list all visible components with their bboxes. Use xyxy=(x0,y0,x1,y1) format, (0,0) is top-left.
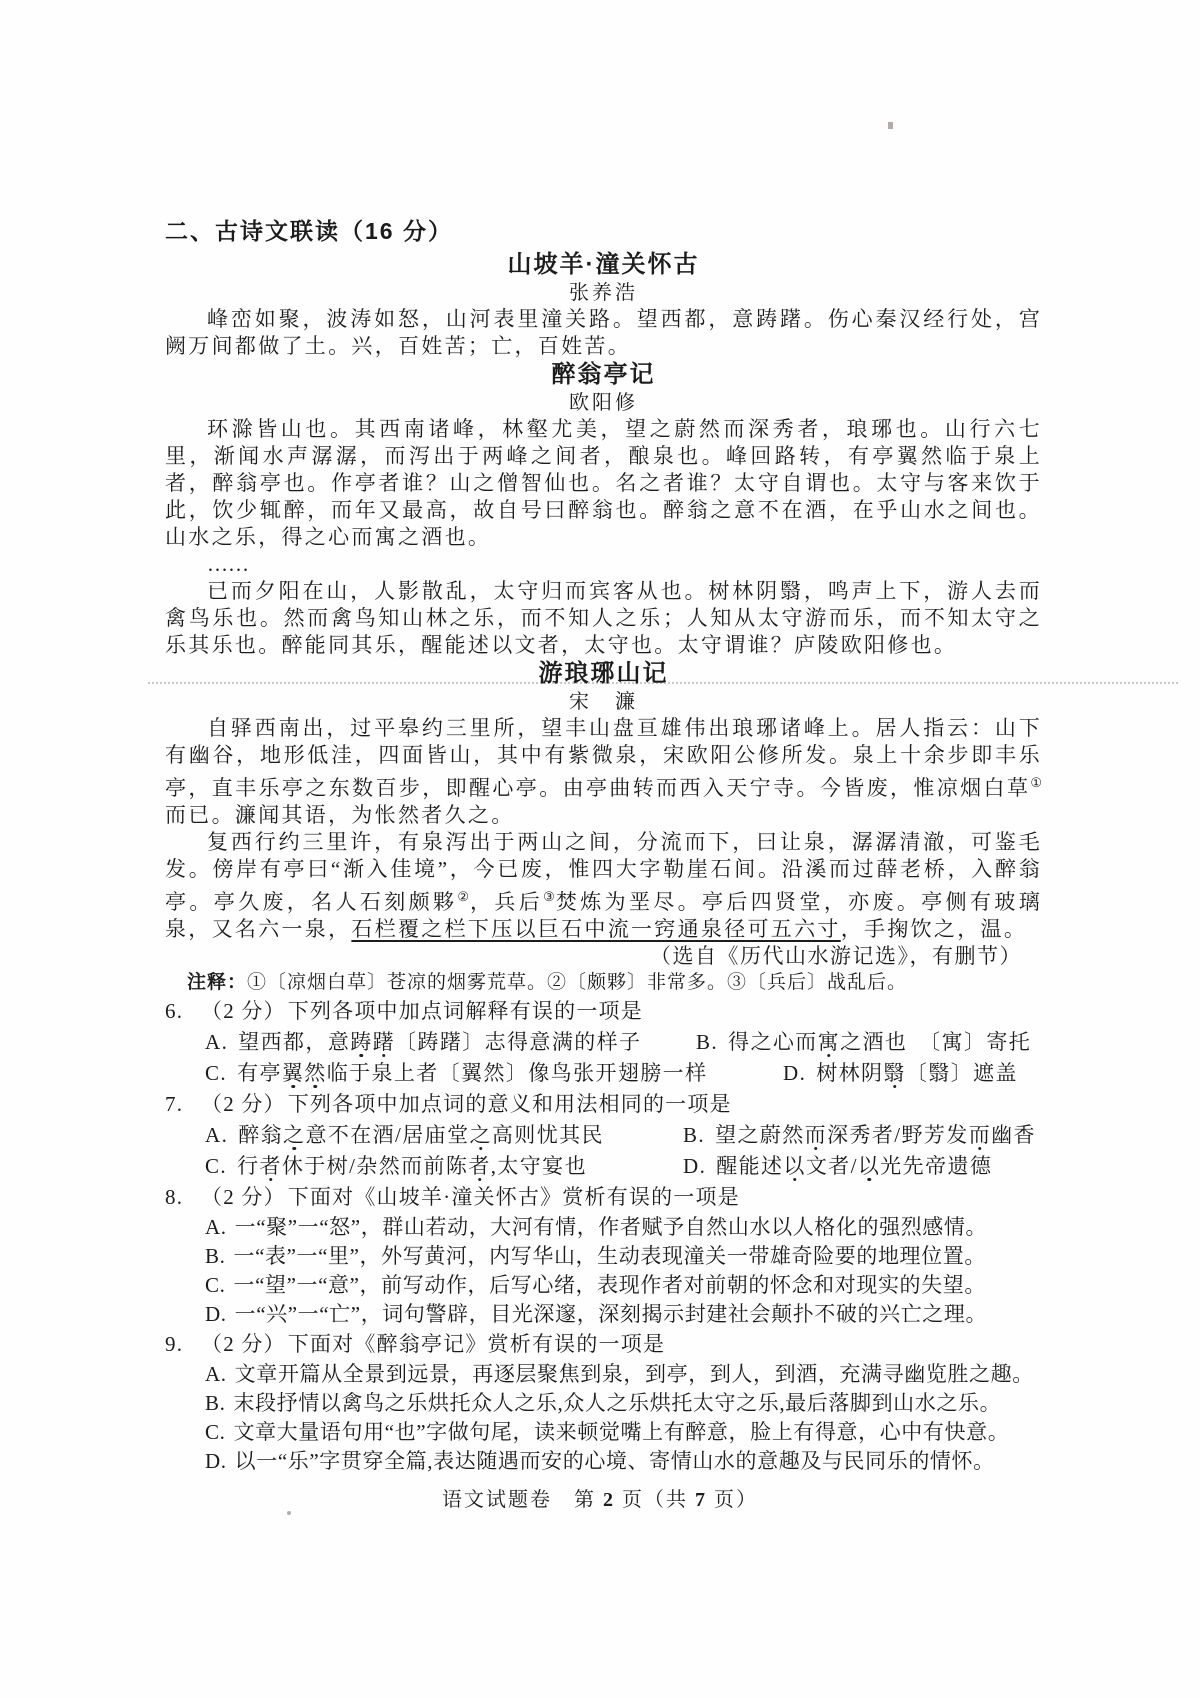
option-6-B xyxy=(696,1027,1031,1058)
text2-author: 欧阳修 xyxy=(569,392,638,414)
option-7-B xyxy=(683,1120,1036,1151)
exam-page-content xyxy=(165,216,1042,1476)
question-9 xyxy=(165,1329,1042,1476)
question-score: （2 分） xyxy=(201,999,286,1023)
question-number: 8. xyxy=(165,1185,184,1209)
option-label: C. xyxy=(205,1061,228,1085)
text2-paragraph-1: 环滁皆山也。其西南诸峰，林壑尤美，望之蔚然而深秀者，琅琊也。山行六七里，渐闻水声潺潺，而泻出于两峰之间者，酿泉也。峰回路转，有亭翼然临于泉上者，醉翁亭也。作亭者谁？山之僧智仙也。名之者谁？太守自谓也。太守与客来饮于此，饮少辄醉，而年又最高，故自号曰醉翁也。醉翁之意不在酒，在乎山水之间也。山水之乐，得之心而寓之酒也。 xyxy=(165,417,1042,549)
text1-body: 峰峦如聚，波涛如怒，山河表里潼关路。望西都，意踌躇。伤心秦汉经行处，宫阙万间都做了土。兴，百姓苦；亡，百姓苦。 xyxy=(165,307,1042,358)
option-text: 望西都，意踌躇〔踌躇〕志得意满的样子 xyxy=(238,1030,642,1054)
question-7 xyxy=(165,1089,1042,1182)
option-7-C xyxy=(205,1151,683,1182)
question-9-options xyxy=(165,1360,1042,1476)
option-text: 一“望”一“意”，前写动作，后写心绪，表现作者对前朝的怀念和对现实的失望。 xyxy=(233,1273,986,1297)
option-label: B. xyxy=(205,1391,226,1415)
section-heading: 二、古诗文联读（16 分） xyxy=(165,218,453,244)
question-7-stem xyxy=(165,1089,1042,1120)
option-6-D xyxy=(783,1058,1018,1089)
option-7-A xyxy=(205,1120,683,1151)
text3-paragraph-1: 自驿西南出，过平皋约三里所，望丰山盘亘雄伟出琅琊诸峰上。居人指云：山下有幽谷，地形低洼，四面皆山，其中有紫微泉，宋欧阳公修所发。泉上十余步即丰乐亭，直丰乐亭之东数百步，即醒心亭。由亭曲转而西入天宁寺。今皆废，惟凉烟白草①而已。濂闻其语，为怅然者久之。 xyxy=(165,716,1042,827)
option-label: C. xyxy=(205,1273,226,1297)
question-score: （2 分） xyxy=(201,1092,286,1116)
option-text: 有亭翼然临于泉上者〔翼然〕像鸟张开翅膀一样 xyxy=(237,1061,708,1085)
option-label: A. xyxy=(205,1030,229,1054)
option-row xyxy=(205,1027,1042,1058)
option-text: 醉翁之意不在酒/居庙堂之高则忧其民 xyxy=(238,1123,604,1147)
option-row xyxy=(205,1151,1042,1182)
question-number: 7. xyxy=(165,1092,184,1116)
option-text: 行者休于树/杂然而前陈者,太守宴也 xyxy=(237,1154,587,1178)
question-stem-text: 下面对《醉翁亭记》赏析有误的一项是 xyxy=(287,1332,666,1356)
text2-title: 醉翁亭记 xyxy=(551,361,656,388)
option-text: 一“聚”一“怒”，群山若动，大河有情，作者赋予自然山水以人格化的强烈感情。 xyxy=(234,1215,988,1239)
option-row xyxy=(205,1120,1042,1151)
scan-artifact-dot xyxy=(888,122,893,129)
footnotes-label: 注释： xyxy=(187,972,248,993)
source-attribution: （选自《历代山水游记选》，有删节） xyxy=(650,944,1022,968)
text1-title: 山坡羊·潼关怀古 xyxy=(507,251,700,278)
text2-paragraph-2: 已而夕阳在山，人影散乱，太守归而宾客从也。树林阴翳，鸣声上下，游人去而禽鸟乐也。然而禽鸟知山林之乐，而不知人之乐；人知从太守游而乐，而不知太守之乐其乐也。醉能同其乐，醒能述以文者，太守也。太守谓谁？庐陵欧阳修也。 xyxy=(165,579,1042,657)
question-8-stem xyxy=(165,1182,1042,1213)
option-text: 一“兴”一“亡”，词句警辟，目光深邃，深刻揭示封建社会颠扑不破的兴亡之理。 xyxy=(234,1302,988,1326)
option-6-C xyxy=(205,1058,783,1089)
question-score: （2 分） xyxy=(201,1332,286,1356)
option-6-A xyxy=(205,1027,696,1058)
question-6-options xyxy=(165,1027,1042,1089)
option-text: 文章大量语句用“也”字做句尾，读来顿觉嘴上有醉意，脸上有得意，心中有快意。 xyxy=(233,1420,1010,1444)
option-7-D xyxy=(683,1151,992,1182)
option-text: 一“表”一“里”，外写黄河，内写华山，生动表现潼关一带雄奇险要的地理位置。 xyxy=(233,1244,986,1268)
question-stem-text: 下列各项中加点词解释有误的一项是 xyxy=(287,999,643,1023)
page-footer: 语文试题卷 第 2 页（共 7 页） xyxy=(442,1489,758,1511)
question-9-stem xyxy=(165,1329,1042,1360)
option-label: B. xyxy=(696,1030,719,1054)
option-text: 醒能述以文者/以光先帝遗德 xyxy=(716,1154,993,1178)
option-text: 末段抒情以禽鸟之乐烘托众人之乐,众人之乐烘托太守之乐,最后落脚到山水之乐。 xyxy=(233,1391,1002,1415)
option-label: A. xyxy=(205,1362,227,1386)
option-label: D. xyxy=(205,1302,227,1326)
option-text: 得之心而寓之酒也 〔寓〕寄托 xyxy=(728,1030,1032,1054)
footnotes xyxy=(165,970,1042,996)
option-8-A xyxy=(205,1213,1042,1242)
question-8 xyxy=(165,1182,1042,1329)
question-stem-text: 下面对《山坡羊·潼关怀古》赏析有误的一项是 xyxy=(287,1185,740,1209)
question-7-options xyxy=(165,1120,1042,1182)
question-stem-text: 下列各项中加点词的意义和用法相同的一项是 xyxy=(287,1092,732,1116)
option-8-B xyxy=(205,1242,1042,1271)
option-label: D. xyxy=(205,1449,227,1473)
option-text: 文章开篇从全景到远景，再逐层聚焦到泉，到亭，到人，到酒，充满寻幽览胜之趣。 xyxy=(234,1362,1034,1386)
option-label: D. xyxy=(683,1154,707,1178)
option-label: A. xyxy=(205,1123,229,1147)
question-6 xyxy=(165,996,1042,1089)
option-label: C. xyxy=(205,1420,226,1444)
footnotes-text: ①〔凉烟白草〕苍凉的烟雾荒草。②〔颇夥〕非常多。③〔兵后〕战乱后。 xyxy=(247,972,908,993)
question-score: （2 分） xyxy=(201,1185,286,1209)
question-8-options xyxy=(165,1213,1042,1329)
text2-ellipsis: …… xyxy=(207,552,249,576)
option-label: D. xyxy=(783,1061,807,1085)
option-9-A xyxy=(205,1360,1042,1389)
option-text: 望之蔚然而深秀者/野芳发而幽香 xyxy=(715,1123,1036,1147)
option-label: B. xyxy=(683,1123,706,1147)
question-number: 6. xyxy=(165,999,184,1023)
text3-title: 游琅琊山记 xyxy=(538,660,669,687)
option-9-C xyxy=(205,1418,1042,1447)
option-label: B. xyxy=(205,1244,226,1268)
option-row xyxy=(205,1058,1042,1089)
text1-author: 张养浩 xyxy=(569,282,638,304)
question-6-stem xyxy=(165,996,1042,1027)
option-label: A. xyxy=(205,1215,227,1239)
option-8-C xyxy=(205,1271,1042,1300)
text3-author: 宋 濂 xyxy=(569,691,638,713)
text3-paragraph-2: 复西行约三里许，有泉泻出于两山之间，分流而下，曰让泉，潺潺清澈，可鉴毛发。傍岸有亭曰“渐入佳境”，今已废，惟四大字勒崖石间。沿溪而过薛老桥，入醉翁亭。亭久废，名人石刻颇夥②，兵后③焚炼为垩尽。亭后四贤堂，亦废。亭侧有玻璃泉，又名六一泉，石栏覆之栏下压以巨石中流一窍通泉径可五六寸，手掬饮之，温。 xyxy=(165,830,1043,941)
option-text: 以一“乐”字贯穿全篇,表达随遇而安的心境、寄情山水的意趣及与民同乐的情怀。 xyxy=(234,1449,995,1473)
option-8-D xyxy=(205,1300,1042,1329)
option-9-D xyxy=(205,1447,1042,1476)
option-label: C. xyxy=(205,1154,228,1178)
question-number: 9. xyxy=(165,1332,184,1356)
option-9-B xyxy=(205,1389,1042,1418)
option-text: 树林阴翳〔翳〕遮盖 xyxy=(816,1061,1018,1085)
